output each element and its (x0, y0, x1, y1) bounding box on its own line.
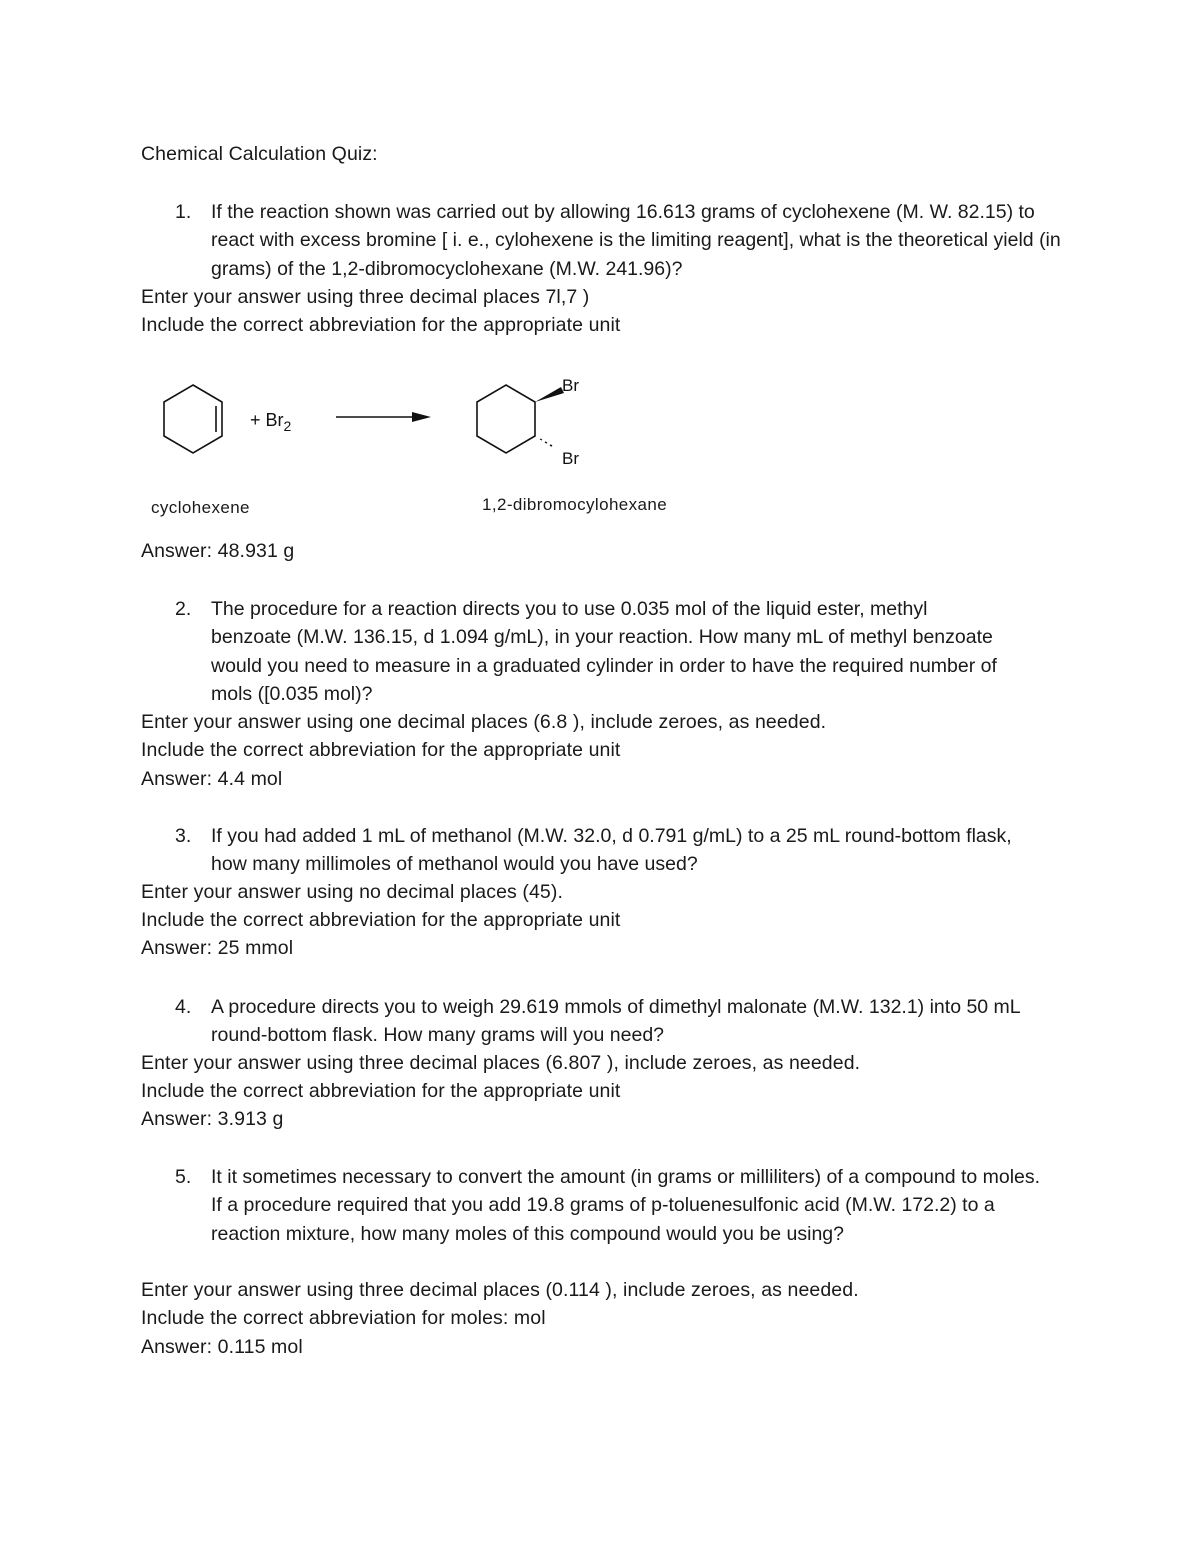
question-5-instruction: Enter your answer using three decimal places (0.114 ), include zeroes, as needed. (141, 1279, 859, 1301)
bromine-reagent: + $Br_2$ (250, 410, 292, 434)
question-1-text: If the reaction shown was carried out by allowing 16.613 grams of cyclohexene (M. W. 82.15) to react with excess bromine [ i. e., cylohexene is the limiting reagent], what is the theoretical yield (in grams) of the 1,2-dibromocyclohexane (M.W. 241.96)? (211, 201, 1061, 280)
question-2-answer: Answer: 4.4 mol (141, 768, 283, 790)
question-4-instruction: Enter your answer using three decimal places (6.807 ), include zeroes, as needed. (141, 1052, 861, 1074)
question-3-instruction: Enter your answer using no decimal places (45). (141, 881, 563, 903)
question-3-number: 3. (175, 825, 192, 847)
question-4-answer: Answer: 3.913 g (141, 1108, 284, 1130)
reactant-label: cyclohexene (151, 498, 250, 517)
question-4-text: A procedure directs you to weigh 29.619 mmols of dimethyl malonate (M.W. 132.1) into 50 mL round-bottom flask. How many grams will you need? (211, 996, 1020, 1047)
cyclohexene-structure (164, 385, 222, 453)
reaction-arrow-icon (336, 412, 431, 422)
question-5-number: 5. (175, 1166, 192, 1188)
dibromocyclohexane-structure (477, 385, 564, 453)
question-2-instruction: Enter your answer using one decimal places (6.8 ), include zeroes, as needed. (141, 711, 827, 733)
page-title: Chemical Calculation Quiz: (141, 143, 378, 165)
question-2-number: 2. (175, 598, 192, 620)
product-br-bottom: Br (562, 449, 579, 468)
question-3-text: If you had added 1 mL of methanol (M.W. 32.0, d 0.791 g/mL) to a 25 mL round-bottom flask, how many millimoles of methanol would you have used? (211, 825, 1012, 876)
question-1-number: 1. (175, 201, 192, 223)
question-1-instruction: Enter your answer using three decimal places 7l,7 ) (141, 286, 590, 308)
question-4-number: 4. (175, 996, 192, 1018)
question-1-unit-note: Include the correct abbreviation for the appropriate unit (141, 314, 621, 336)
question-2-unit-note: Include the correct abbreviation for the appropriate unit (141, 739, 621, 761)
product-br-top: Br (562, 376, 579, 395)
question-3-answer: Answer: 25 mmol (141, 937, 294, 959)
question-5-text: It it sometimes necessary to convert the amount (in grams or milliliters) of a compound to moles. If a procedure required that you add 19.8 grams of p-toluenesulfonic acid (M.W. 172.2) to a reaction mixture, how many moles of this compound would you be using? (211, 1166, 1041, 1245)
question-1-answer: Answer: 48.931 g (141, 540, 295, 562)
reaction-scheme (140, 360, 740, 490)
question-5-unit-note: Include the correct abbreviation for moles: mol (141, 1307, 546, 1329)
product-label: 1,2-dibromocylohexane (482, 495, 668, 514)
question-3-unit-note: Include the correct abbreviation for the appropriate unit (141, 909, 621, 931)
question-4-unit-note: Include the correct abbreviation for the appropriate unit (141, 1080, 621, 1102)
question-2-text: The procedure for a reaction directs you to use 0.035 mol of the liquid ester, methyl benzoate (M.W. 136.15, d 1.094 g/mL), in your reaction. How many mL of methyl benzoate would you need to measure in a graduated cylinder in order to have the required number of mols ([0.035 mol)? (211, 598, 997, 706)
question-5-answer: Answer: 0.115 mol (141, 1336, 303, 1358)
